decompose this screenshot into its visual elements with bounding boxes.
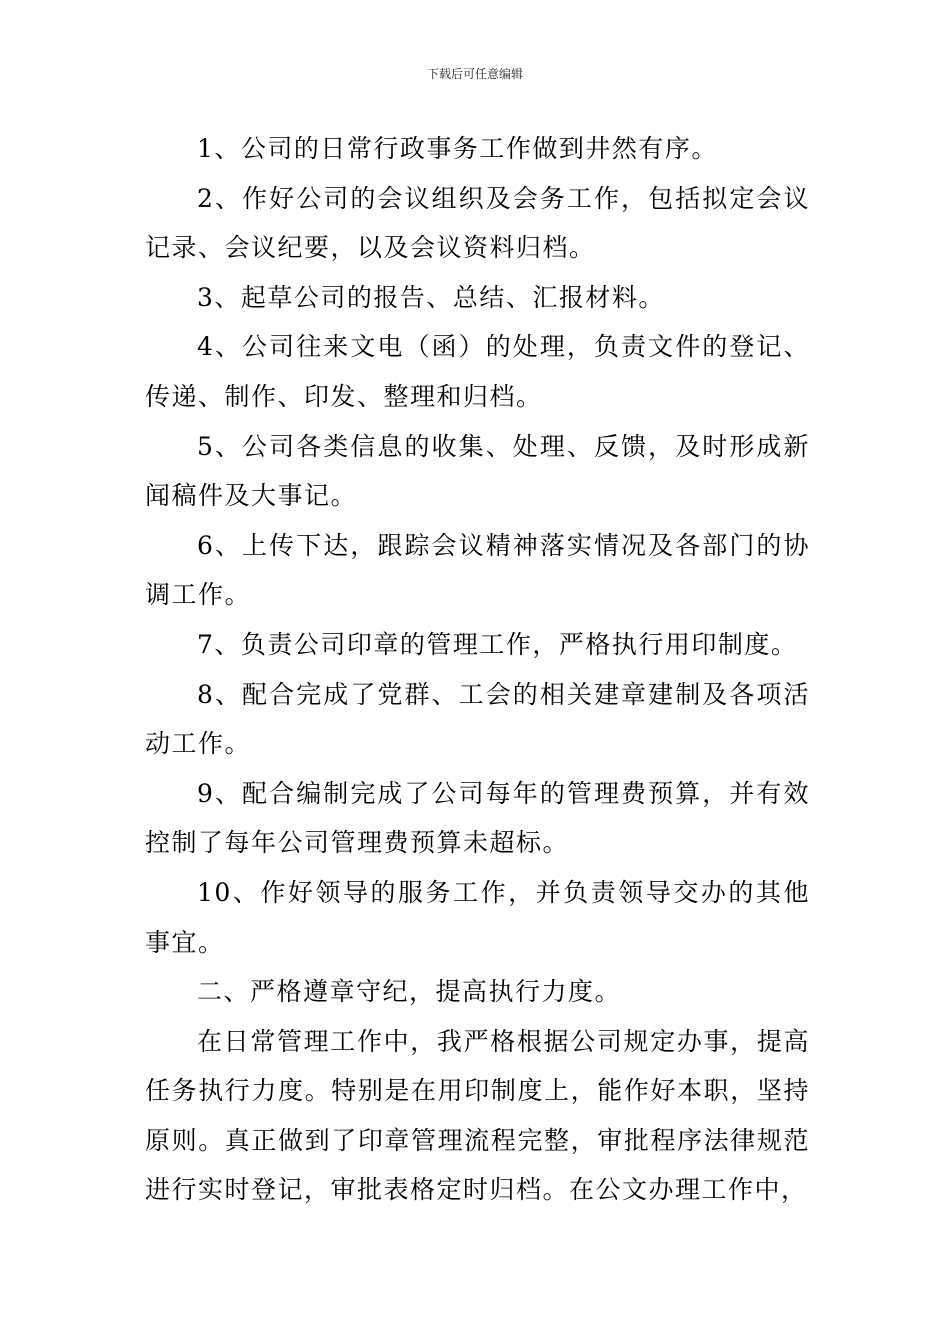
paragraph-item-2: 2、作好公司的会议组织及会务工作，包括拟定会议记录、会议纪要，以及会议资料归档。 [145, 183, 810, 263]
paragraph-item-7: 7、负责公司印章的管理工作，严格执行用印制度。 [197, 629, 798, 659]
paragraph-item-5: 5、公司各类信息的收集、处理、反馈，及时形成新闻稿件及大事记。 [145, 431, 810, 511]
paragraph-item-1: 1、公司的日常行政事务工作做到井然有序。 [197, 134, 718, 163]
paragraph-item-6: 6、上传下达，跟踪会议精神落实情况及各部门的协调工作。 [145, 530, 810, 610]
section-heading: 二、严格遵章守纪，提高执行力度。 [197, 977, 622, 1007]
header-note: 下载后可任意编辑 [426, 67, 523, 81]
paragraph-item-3: 3、起草公司的报告、总结、汇报材料。 [197, 282, 665, 312]
body-paragraph: 在日常管理工作中，我严格根据公司规定办事，提高任务执行力度。特别是在用印制度上，能作好本职，坚持原则。真正做到了印章管理流程完整，审批程序法律规范进行实时登记，审批表格定时归档。在公文办理工作中， [145, 1026, 810, 1205]
paragraph-item-4: 4、公司往来文电（函）的处理，负责文件的登记、传递、制作、印发、整理和归档。 [145, 332, 810, 411]
paragraph-item-10: 10、作好领导的服务工作，并负责领导交办的其他事宜。 [145, 877, 810, 957]
paragraph-item-9: 9、配合编制完成了公司每年的管理费预算，并有效控制了每年公司管理费预算未超标。 [145, 778, 810, 858]
paragraph-item-8: 8、配合完成了党群、工会的相关建章建制及各项活动工作。 [145, 679, 810, 759]
body-text [145, 124, 810, 1215]
